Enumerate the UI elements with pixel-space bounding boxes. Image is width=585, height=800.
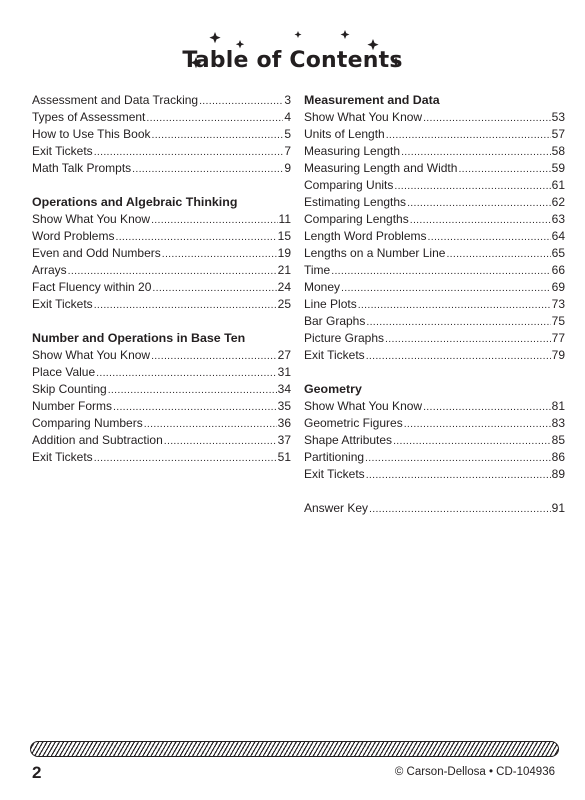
entry-label: Exit Tickets (304, 467, 365, 481)
entry-label: Picture Graphs (304, 331, 385, 345)
entry-label: Length Word Problems (304, 229, 427, 243)
dot-leader (94, 450, 277, 467)
entry-page: 66 (551, 263, 565, 277)
entry-label: Bar Graphs (304, 314, 366, 328)
entry-label: Show What You Know (304, 110, 423, 124)
dot-leader (358, 297, 551, 314)
dot-leader (365, 450, 551, 467)
toc-entry (304, 194, 565, 211)
entry-label: Shape Attributes (304, 433, 393, 447)
entry-label: Skip Counting (32, 382, 107, 396)
toc-left-column (32, 92, 291, 466)
entry-label: Show What You Know (304, 399, 423, 413)
entry-page: 81 (551, 399, 565, 413)
entry-page: 35 (277, 399, 291, 413)
entry-page: 58 (551, 144, 565, 158)
entry-label: Addition and Subtraction (32, 433, 163, 447)
toc-entry (32, 415, 291, 432)
dot-leader (68, 263, 277, 280)
toc-entry (304, 228, 565, 245)
entry-page: 91 (551, 501, 565, 515)
entry-page: 62 (551, 195, 565, 209)
dot-leader (162, 246, 277, 263)
entry-label: Number Forms (32, 399, 113, 413)
entry-label: Partitioning (304, 450, 365, 464)
entry-label: Answer Key (304, 501, 369, 515)
entry-label: Types of Assessment (32, 110, 146, 124)
toc-entry (32, 126, 291, 143)
sparkle-icon (295, 31, 302, 38)
entry-label: Comparing Lengths (304, 212, 409, 226)
entry-page: 65 (551, 246, 565, 260)
toc-entry (304, 262, 565, 279)
dot-leader (385, 331, 551, 348)
entry-page: 79 (551, 348, 565, 362)
dot-leader (423, 399, 551, 416)
toc-entry (304, 415, 565, 432)
toc-entry (304, 398, 565, 415)
toc-entry (304, 279, 565, 296)
dot-leader (152, 127, 284, 144)
toc-entry (32, 296, 291, 313)
toc-entry (32, 347, 291, 364)
entry-label: Assessment and Data Tracking (32, 93, 199, 107)
entry-page: 89 (551, 467, 565, 481)
entry-page: 37 (277, 433, 291, 447)
dot-leader (369, 501, 551, 518)
toc-entry (304, 126, 565, 143)
toc-entry (304, 211, 565, 228)
toc-entry (32, 449, 291, 466)
entry-label: Math Talk Prompts (32, 161, 132, 175)
entry-label: Word Problems (32, 229, 115, 243)
entry-label: Exit Tickets (304, 348, 365, 362)
entry-page: 3 (284, 93, 291, 107)
toc-entry (304, 330, 565, 347)
dot-leader (394, 178, 550, 195)
decorative-stripe-bar (30, 741, 559, 757)
entry-label: Exit Tickets (32, 297, 93, 311)
toc-entry (304, 466, 565, 483)
entry-label: Exit Tickets (32, 144, 93, 158)
entry-page: 69 (551, 280, 565, 294)
entry-page: 19 (277, 246, 291, 260)
toc-entry (32, 109, 291, 126)
toc-entry (32, 245, 291, 262)
entry-page: 11 (278, 212, 291, 226)
entry-page: 57 (551, 127, 565, 141)
toc-entry (32, 398, 291, 415)
toc-entry (32, 381, 291, 398)
toc-entry (32, 92, 291, 109)
toc-entry (304, 500, 565, 517)
dot-leader (331, 263, 550, 280)
toc-section (304, 92, 565, 364)
dot-leader (152, 280, 276, 297)
toc-entry (304, 432, 565, 449)
entry-page: 7 (284, 144, 291, 158)
entry-label: Even and Odd Numbers (32, 246, 161, 260)
entry-page: 4 (284, 110, 291, 124)
entry-page: 63 (551, 212, 565, 226)
toc-entry (304, 109, 565, 126)
entry-page: 34 (277, 382, 291, 396)
entry-page: 86 (551, 450, 565, 464)
page-title: Table of Contents (182, 48, 403, 73)
entry-page: 61 (551, 178, 565, 192)
entry-page: 64 (551, 229, 565, 243)
entry-page: 83 (551, 416, 565, 430)
toc-entry (32, 432, 291, 449)
dot-leader (146, 110, 283, 127)
entry-label: Arrays (32, 263, 67, 277)
dot-leader (423, 110, 551, 127)
dot-leader (407, 195, 551, 212)
toc-entry (304, 160, 565, 177)
toc-right-column (304, 92, 565, 517)
dot-leader (151, 212, 277, 229)
title-area (0, 28, 585, 98)
dot-leader (404, 416, 551, 433)
toc-section (32, 330, 291, 466)
dot-leader (151, 348, 277, 365)
dot-leader (458, 161, 550, 178)
dot-leader (115, 229, 276, 246)
dot-leader (96, 365, 276, 382)
entry-label: Measuring Length (304, 144, 401, 158)
dot-leader (164, 433, 277, 450)
toc-entry (304, 177, 565, 194)
footer-copyright: © Carson-Dellosa • CD-104936 (394, 766, 555, 778)
entry-page: 59 (551, 161, 565, 175)
entry-page: 53 (551, 110, 565, 124)
toc-entry (32, 262, 291, 279)
entry-label: Lengths on a Number Line (304, 246, 446, 260)
dot-leader (366, 348, 551, 365)
toc-entry (32, 160, 291, 177)
entry-page: 15 (277, 229, 291, 243)
toc-section (32, 194, 291, 313)
dot-leader (366, 314, 550, 331)
entry-label: Comparing Units (304, 178, 394, 192)
dot-leader (393, 433, 551, 450)
entry-label: Money (304, 280, 341, 294)
sparkle-icon (341, 30, 350, 39)
entry-page: 31 (277, 365, 291, 379)
entry-page: 9 (284, 161, 291, 175)
toc-section (32, 92, 291, 177)
entry-label: Measuring Length and Width (304, 161, 458, 175)
toc-entry (32, 211, 291, 228)
toc-entry (304, 296, 565, 313)
section-heading: Operations and Algebraic Thinking (32, 195, 238, 209)
toc-entry (32, 143, 291, 160)
section-heading: Number and Operations in Base Ten (32, 331, 246, 345)
toc-entry (304, 347, 565, 364)
entry-page: 36 (277, 416, 291, 430)
entry-label: Geometric Figures (304, 416, 403, 430)
toc-section (304, 381, 565, 483)
entry-page: 21 (277, 263, 291, 277)
entry-label: Show What You Know (32, 212, 151, 226)
entry-label: How to Use This Book (32, 127, 151, 141)
sparkle-icon (209, 32, 220, 43)
toc-entry (304, 313, 565, 330)
entry-page: 5 (284, 127, 291, 141)
dot-leader (386, 127, 551, 144)
entry-page: 25 (277, 297, 291, 311)
entry-page: 75 (551, 314, 565, 328)
entry-label: Units of Length (304, 127, 385, 141)
dot-leader (108, 382, 277, 399)
dot-leader (446, 246, 550, 263)
entry-page: 51 (277, 450, 291, 464)
entry-label: Exit Tickets (32, 450, 93, 464)
entry-page: 85 (551, 433, 565, 447)
toc-entry (304, 245, 565, 262)
footer-page-number: 2 (32, 763, 42, 782)
toc-section (304, 500, 565, 517)
entry-label: Fact Fluency within 20 (32, 280, 152, 294)
dot-leader (113, 399, 277, 416)
toc-entry (32, 364, 291, 381)
dot-leader (94, 144, 284, 161)
entry-label: Time (304, 263, 331, 277)
entry-label: Comparing Numbers (32, 416, 143, 430)
dot-leader (341, 280, 551, 297)
entry-label: Place Value (32, 365, 96, 379)
dot-leader (199, 93, 283, 110)
dot-leader (401, 144, 551, 161)
toc-entry (32, 279, 291, 296)
section-heading: Measurement and Data (304, 93, 440, 107)
toc-entry (32, 228, 291, 245)
section-heading: Geometry (304, 382, 362, 396)
entry-page: 73 (551, 297, 565, 311)
entry-page: 24 (277, 280, 291, 294)
toc-entry (304, 449, 565, 466)
entry-page: 77 (551, 331, 565, 345)
entry-page: 27 (277, 348, 291, 362)
entry-label: Line Plots (304, 297, 357, 311)
toc-entry (304, 143, 565, 160)
dot-leader (366, 467, 551, 484)
dot-leader (428, 229, 551, 246)
dot-leader (144, 416, 277, 433)
dot-leader (132, 161, 283, 178)
entry-label: Estimating Lengths (304, 195, 407, 209)
dot-leader (94, 297, 277, 314)
entry-label: Show What You Know (32, 348, 151, 362)
dot-leader (410, 212, 551, 229)
